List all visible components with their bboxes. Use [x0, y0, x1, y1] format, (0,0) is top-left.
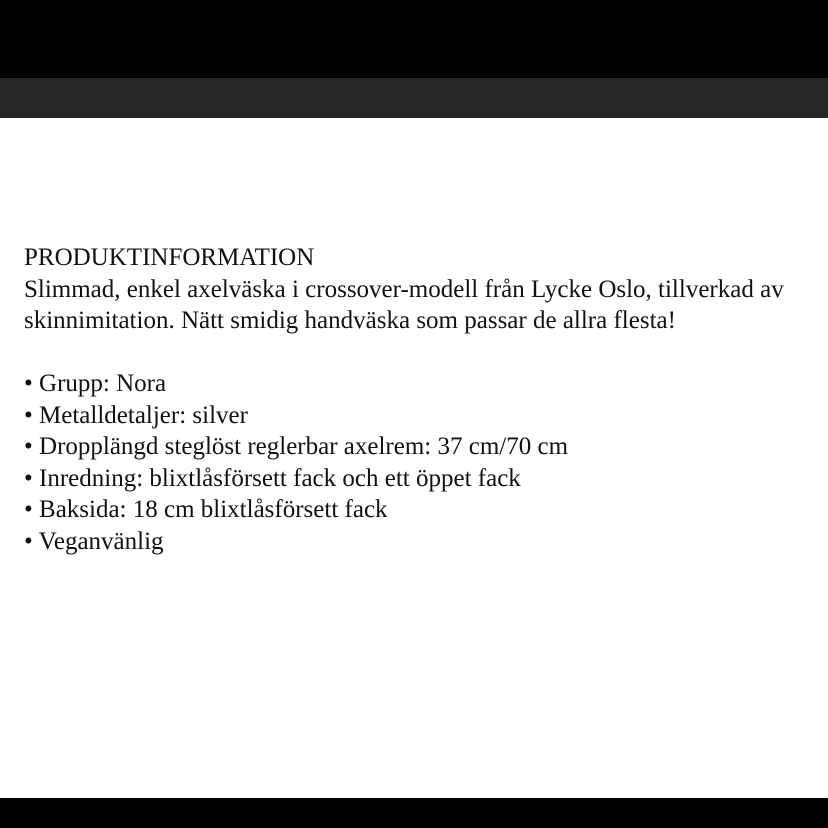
section-heading: PRODUKTINFORMATION [24, 244, 315, 271]
bullet-icon: • [24, 496, 33, 523]
paragraph-spacer [24, 337, 814, 369]
product-info-text [24, 242, 814, 557]
feature-text: Grupp: Nora [39, 370, 167, 397]
app-header-bar [0, 78, 828, 118]
feature-item [24, 526, 814, 558]
feature-item [24, 463, 814, 495]
feature-text: Dropplängd steglöst reglerbar axelrem: 37 cm/70 cm [39, 433, 569, 460]
feature-item [24, 400, 814, 432]
bullet-icon: • [24, 527, 33, 555]
bullet-icon: • [24, 370, 33, 397]
bullet-icon: • [24, 433, 33, 460]
feature-text: Inredning: blixtlåsförsett fack och ett öppet fack [39, 464, 521, 492]
bullet-icon: • [24, 401, 33, 429]
bullet-icon: • [24, 464, 33, 492]
product-description: Slimmad, enkel axelväska i crossover-modell från Lycke Oslo, tillverkad av skinnimitation. Nätt smidig handväska som passar de allra flesta! [24, 275, 784, 334]
feature-item [24, 494, 814, 526]
feature-text: Baksida: 18 cm blixtlåsförsett fack [39, 496, 388, 523]
feature-list [24, 368, 814, 557]
product-info-panel [0, 118, 828, 798]
bottom-black-bar [0, 798, 828, 828]
feature-text: Veganvänlig [38, 527, 164, 555]
feature-item [24, 431, 814, 463]
feature-text: Metalldetaljer: silver [39, 401, 248, 429]
feature-item [24, 368, 814, 400]
top-black-bar [0, 0, 828, 78]
